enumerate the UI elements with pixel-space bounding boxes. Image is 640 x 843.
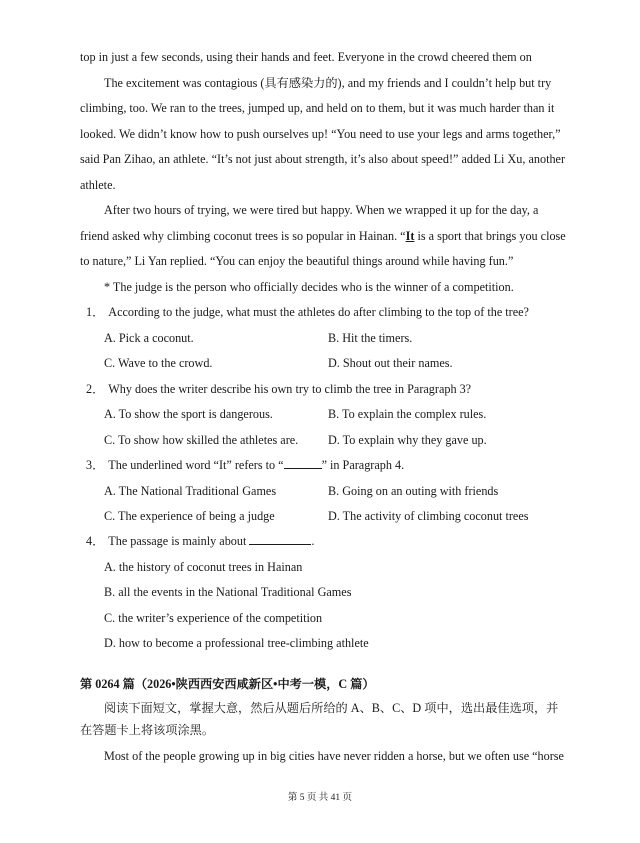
passage-line: top in just a few seconds, using their hands and feet. Everyone in the crowd cheered them on: [80, 50, 532, 64]
question-text: Why does the writer describe his own try to climb the tree in Paragraph 3?: [108, 382, 472, 396]
option-a: A. the history of coconut trees in Hainan: [104, 560, 303, 574]
paragraph-3-line: climbing, too. We ran to the trees, jumped up, and held on to them, but it was much harder than it: [80, 101, 555, 115]
option-b: B. Going on an outing with friends: [328, 484, 499, 498]
footnote: * The judge is the person who officially decides who is the winner of a competition.: [104, 280, 514, 294]
option-d: D. Shout out their names.: [328, 356, 453, 370]
option-c: C. the writer’s experience of the competition: [104, 611, 323, 625]
page-number: 第 5 页 共 41 页: [287, 793, 353, 803]
option-c: C. To show how skilled the athletes are.: [104, 433, 299, 447]
paragraph-4-text: friend asked why climbing coconut trees is so popular in Hainan. “: [80, 229, 406, 243]
option-d: D. how to become a professional tree-climbing athlete: [104, 636, 369, 650]
question-number: 3．: [86, 458, 105, 472]
option-c: C. Wave to the crowd.: [104, 356, 213, 370]
question-1: [86, 304, 529, 320]
question-text: The passage is mainly about: [108, 534, 250, 548]
instruction-line: 在答题卡上将该项涂黑。: [80, 723, 215, 737]
option-a: A. Pick a coconut.: [104, 331, 194, 345]
option-d: D. To explain why they gave up.: [328, 433, 487, 447]
paragraph-3-line: said Pan Zihao, an athlete. “It’s not just about strength, it’s also about speed!” added Li Xu, another: [80, 152, 566, 166]
option-a: A. The National Traditional Games: [104, 484, 277, 498]
option-b: B. Hit the timers.: [328, 331, 413, 345]
option-c: C. The experience of being a judge: [104, 509, 275, 523]
answer-blank: [249, 533, 311, 545]
question-text: According to the judge, what must the athletes do after climbing to the top of the tree?: [108, 305, 529, 319]
option-d: D. The activity of climbing coconut trees: [328, 509, 529, 523]
question-number: 1．: [86, 305, 105, 319]
passage-line: Most of the people growing up in big cities have never ridden a horse, but we often use “horse: [104, 749, 564, 763]
paragraph-3-line: looked. We didn’t know how to push ourselves up! “You need to use your legs and arms together,”: [80, 127, 561, 141]
question-text: The underlined word “It” refers to “: [108, 458, 284, 472]
answer-blank: [284, 457, 322, 469]
paragraph-4-line: [80, 228, 566, 244]
paragraph-4-line: After two hours of trying, we were tired but happy. When we wrapped it up for the day, a: [104, 203, 539, 217]
paragraph-4-text: is a sport that brings you close: [414, 229, 566, 243]
question-4: [86, 533, 314, 549]
section-heading: 第 0264 篇（2026•陕西西安西咸新区•中考一模，C 篇）: [80, 677, 375, 691]
option-a: A. To show the sport is dangerous.: [104, 407, 273, 421]
question-text: ” in Paragraph 4.: [321, 458, 405, 472]
question-number: 2．: [86, 382, 105, 396]
paragraph-3-line: athlete.: [80, 178, 116, 192]
paragraph-4-line: to nature,” Li Yan replied. “You can enjoy the beautiful things around while having fun.”: [80, 254, 514, 268]
option-b: B. all the events in the National Traditional Games: [104, 585, 352, 599]
underlined-word: It: [405, 229, 415, 243]
question-number: 4．: [86, 534, 105, 548]
instruction-line: 阅读下面短文，掌握大意，然后从题后所给的 A、B、C、D 项中，选出最佳选项，并: [104, 701, 559, 715]
question-text: .: [311, 534, 315, 548]
question-3: [86, 457, 404, 473]
paragraph-3-line: The excitement was contagious (具有感染力的), and my friends and I couldn’t help but try: [104, 76, 552, 90]
option-b: B. To explain the complex rules.: [328, 407, 487, 421]
question-2: [86, 381, 471, 397]
